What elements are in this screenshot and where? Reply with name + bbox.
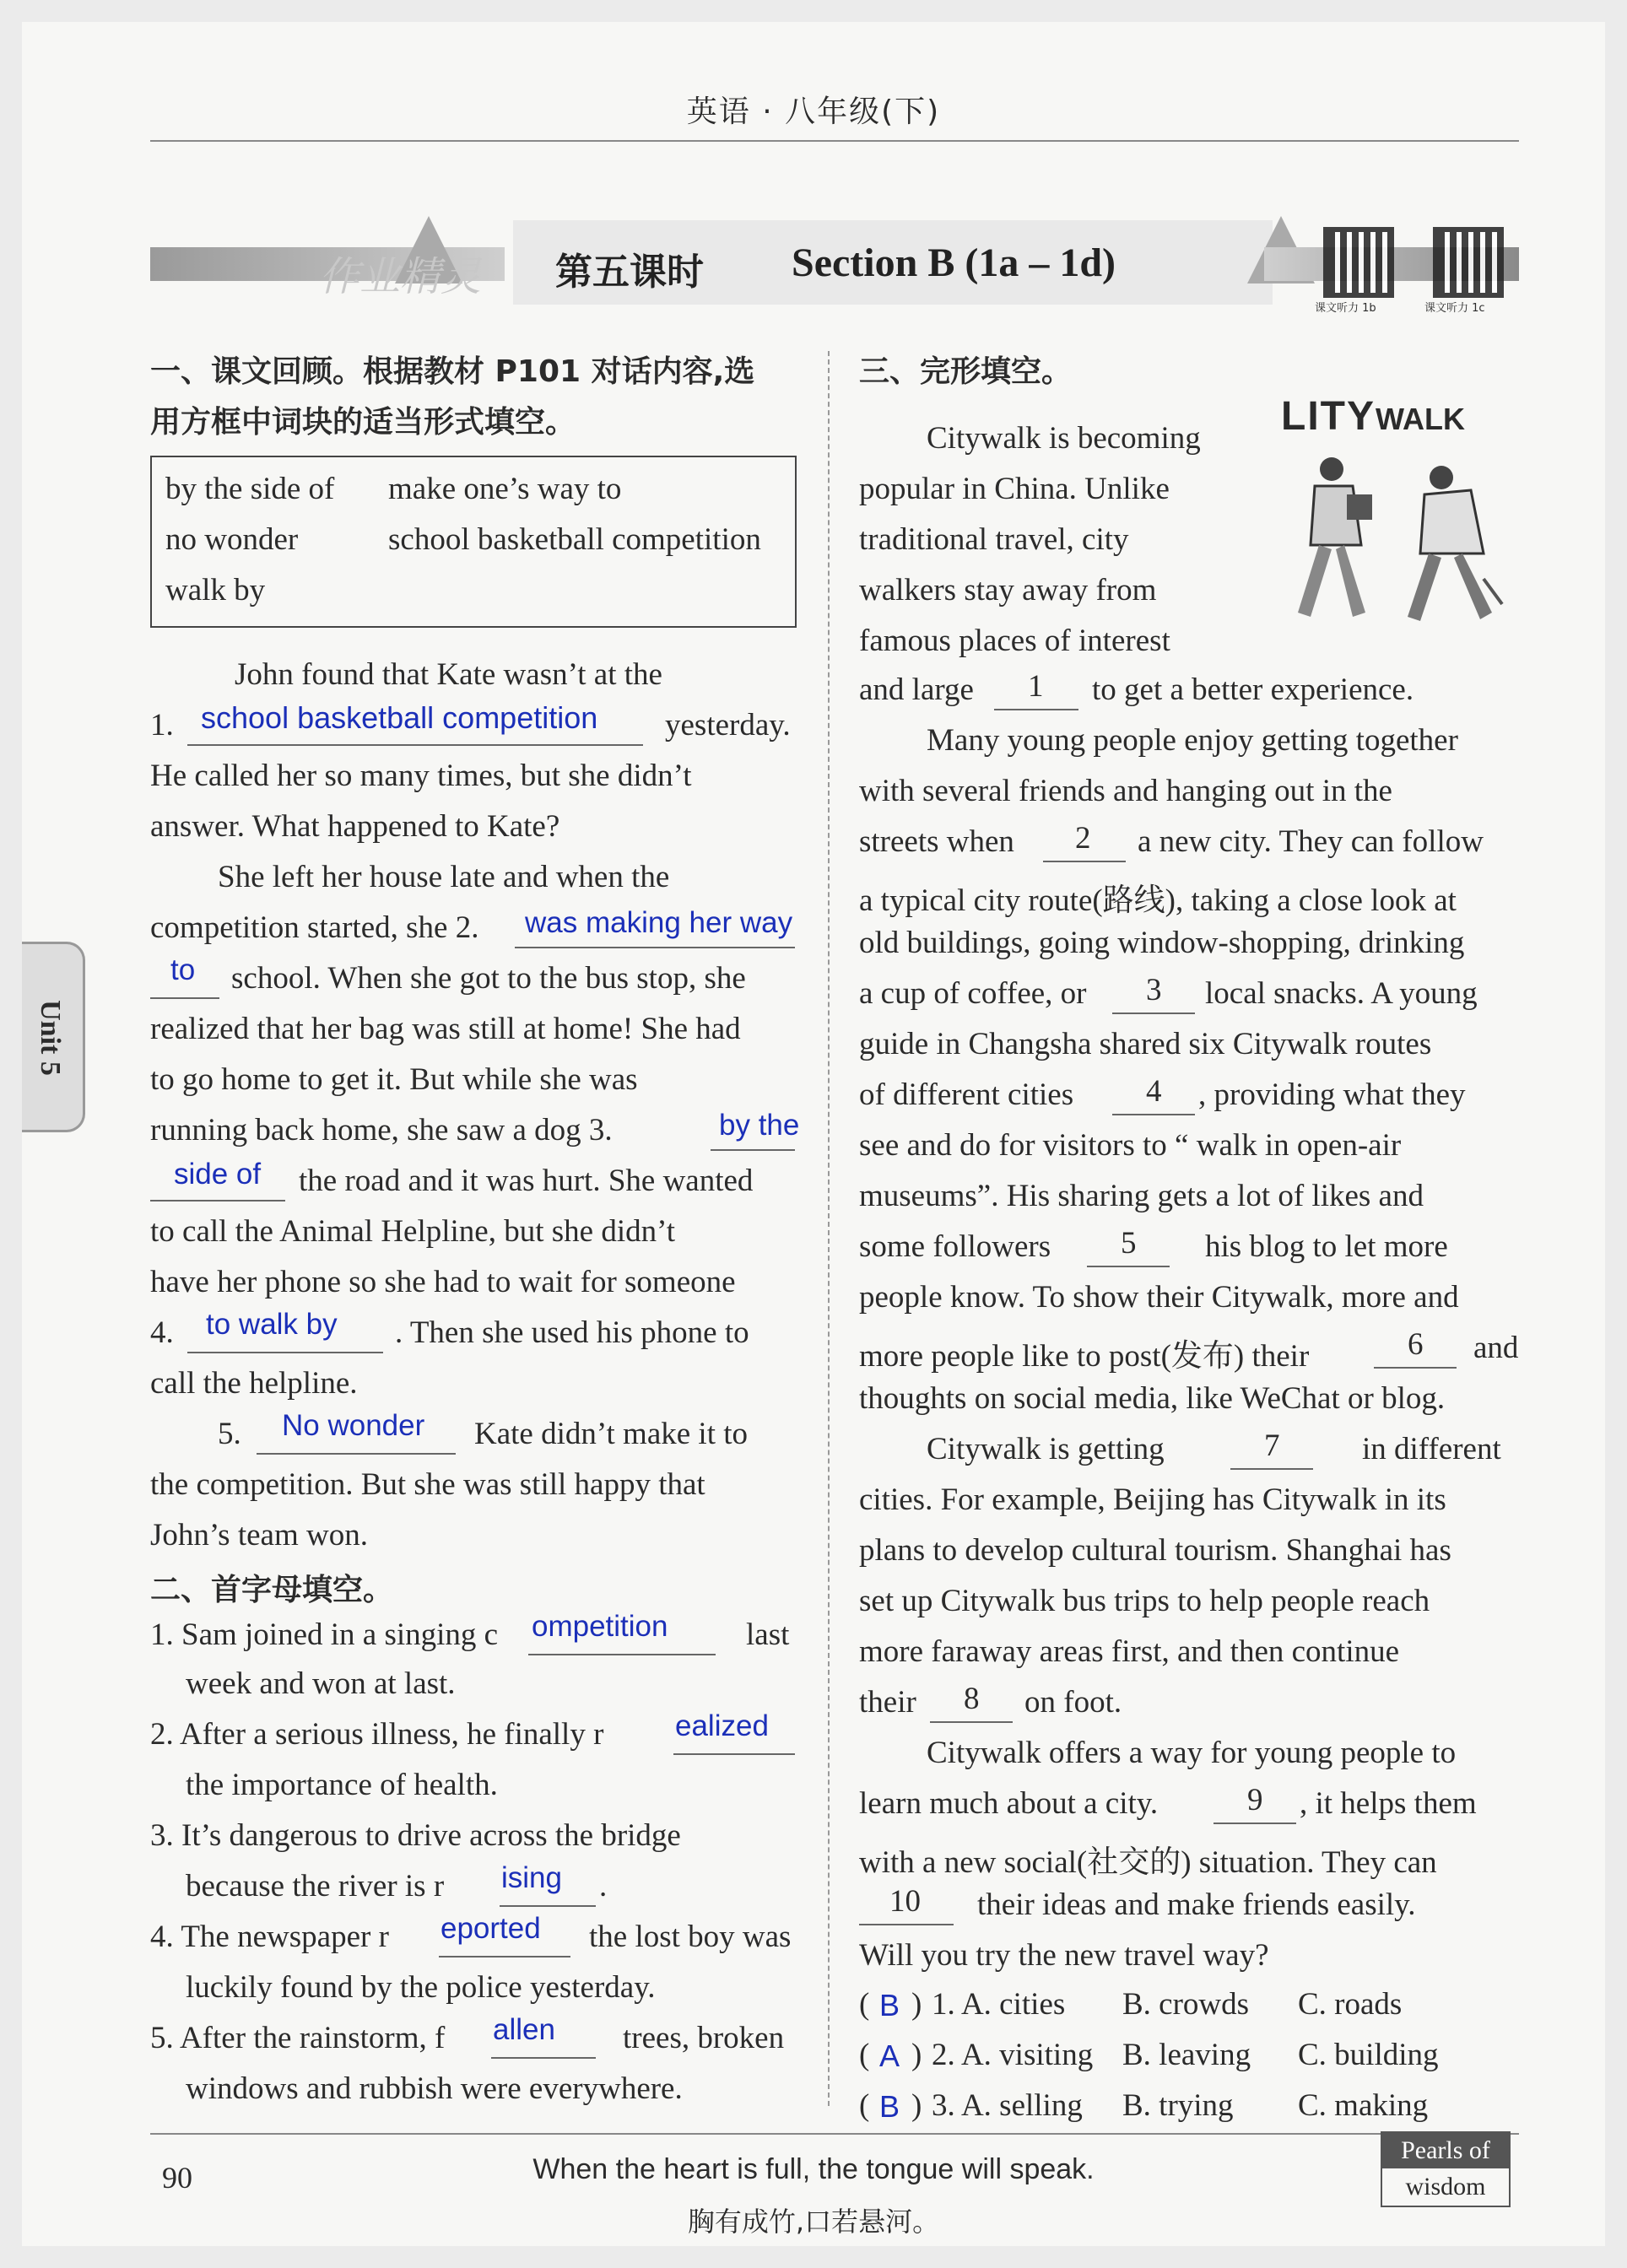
word-box-item: school basketball competition [388,522,761,557]
passage-line: John’s team won. [150,1518,368,1552]
unit-label: Unit 5 [35,1000,66,1076]
logo-part-city: LITY [1281,394,1376,439]
answer-text: to walk by [206,1308,338,1341]
citywalk-illustration [1281,393,1517,638]
mc-bracket: ( [859,2088,870,2123]
left-column [150,22,817,2216]
question-line: the importance of health. [186,1768,498,1802]
mc-question[interactable] [859,2087,1526,2138]
cloze-line: some followers [859,1229,1051,1264]
question-line: because the river is r [186,1869,445,1904]
mc-option-b: B. leaving [1122,2038,1251,2072]
mc-bracket: ) [911,2088,922,2123]
cloze-line: museums”. His sharing gets a lot of likes and [859,1179,1424,1213]
quote-cn: 胸有成竹,口若悬河。 [687,2206,940,2238]
answer-text: ising [501,1861,562,1894]
cloze-line: cities. For example, Beijing has Citywalk in its [859,1482,1446,1517]
quote-en: When the heart is full, the tongue will speak. [532,2153,1095,2185]
banner-title-cn: 第五课时 [555,251,704,294]
page-number: 90 [162,2161,192,2195]
question-line: windows and rubbish were everywhere. [186,2071,683,2106]
passage-line: Kate didn’t make it to [474,1417,749,1451]
mc-option-b: B. trying [1122,2088,1234,2123]
word-box-item: no wonder [165,522,299,557]
mc-answer: B [879,1988,900,2022]
citywalk-logo [1281,393,1465,440]
cloze-line: people know. To show their Citywalk, more and [859,1280,1459,1315]
right-column [859,22,1527,2216]
qr1-label: 课文听力 1b [1315,302,1376,315]
cloze-line: their [859,1685,916,1720]
mc-option-a: 3. A. selling [932,2088,1083,2123]
passage-line: the road and it was hurt. She wanted [299,1164,754,1198]
cloze-blank-number: 3 [1146,973,1162,1007]
passage-line: call the helpline. [150,1366,358,1401]
cloze-line: guide in Changsha shared six Citywalk routes [859,1027,1432,1061]
cloze-line: Citywalk is getting [927,1432,1165,1466]
passage-line: yesterday. [665,708,791,742]
walking-people-illustration [1281,444,1517,638]
passage-line: realized that her bag was still at home! She had [150,1012,741,1046]
cloze-line: famous places of interest [859,624,1170,658]
cloze-line: on foot. [1024,1685,1122,1720]
passage-line: answer. What happened to Kate? [150,809,560,844]
cloze-line: local snacks. A young [1205,976,1478,1011]
cloze-line: and [1473,1331,1519,1365]
banner-watermark: 作业精灵 [319,253,482,300]
word-box [150,456,797,628]
answer-text: ompetition [532,1610,668,1643]
word-box-item: walk by [165,573,266,608]
word-box-item: by the side of [165,472,335,506]
cloze-blank-number: 1 [1028,669,1044,704]
cloze-line: set up Citywalk bus trips to help people reach [859,1584,1430,1618]
page-header: 英语 · 八年级(下) [686,94,941,129]
mc-bracket: ( [859,1987,870,2022]
cloze-line: his blog to let more [1205,1229,1448,1264]
cloze-line: walkers stay away from [859,573,1157,608]
mc-option-b: B. crowds [1122,1987,1250,2022]
cloze-line: learn much about a city. [859,1786,1159,1821]
passage-line: He called her so many times, but she didn’t [150,759,692,793]
cloze-blank-number: 2 [1075,821,1091,856]
mc-option-a: 2. A. visiting [932,2038,1094,2072]
qr2-label: 课文听力 1c [1424,302,1485,315]
cloze-blank-number: 5 [1121,1226,1137,1261]
answer-text: No wonder [282,1409,425,1442]
cloze-line: of different cities [859,1077,1074,1112]
passage-line: to call the Animal Helpline, but she didn’t [150,1214,676,1249]
answer-text: was making her way [525,906,793,939]
cloze-line: in different [1362,1432,1501,1466]
cloze-blank-number: 10 [889,1884,921,1919]
section1-title: 一、课文回顾。根据教材 P101 对话内容,选 [150,354,755,389]
passage-line: school. When she got to the bus stop, she [231,961,746,996]
cloze-line: Many young people enjoy getting together [927,723,1458,758]
cloze-blank-number: 4 [1146,1074,1162,1109]
cloze-line: a new city. They can follow [1138,824,1484,859]
question-line: . [599,1869,608,1904]
passage-line: 4. [150,1315,174,1350]
passage-line: . Then she used his phone to [395,1315,749,1350]
logo-part-walk: WALK [1376,402,1465,436]
mc-answer: B [879,2089,900,2124]
passage-line: to go home to get it. But while she was [150,1062,638,1097]
cloze-line: traditional travel, city [859,522,1129,557]
cloze-line: thoughts on social media, like WeChat or blog. [859,1381,1446,1416]
passage-line: competition started, she 2. [150,910,479,945]
cloze-line: Citywalk is becoming [927,421,1201,456]
cloze-line: Will you try the new travel way? [859,1938,1269,1973]
question-line: the lost boy was [589,1920,792,1954]
question-line: week and won at last. [186,1666,456,1701]
cloze-line: their ideas and make friends easily. [977,1887,1416,1922]
cloze-line: see and do for visitors to “ walk in open-air [859,1128,1402,1163]
mc-option-c: C. building [1298,2038,1439,2072]
cloze-line: with a new social(社交的) situation. They can [859,1845,1437,1880]
cloze-line: streets when [859,824,1014,859]
cloze-line: popular in China. Unlike [859,472,1170,506]
cloze-line: a cup of coffee, or [859,976,1087,1011]
cloze-line: and large [859,672,974,707]
banner-title-en: Section B (1a – 1d) [792,240,1116,285]
cloze-line: old buildings, going window-shopping, drinking [859,926,1465,960]
mc-option-c: C. roads [1298,1987,1403,2022]
cloze-line: Citywalk offers a way for young people to [927,1736,1457,1770]
mc-bracket: ( [859,2038,870,2072]
answer-text: eported [441,1912,541,1945]
cloze-line: to get a better experience. [1092,672,1414,707]
answer-text: by the [719,1109,800,1142]
section3-title: 三、完形填空。 [859,354,1073,389]
answer-text: side of [174,1158,262,1191]
cloze-line: more people like to post(发布) their [859,1339,1310,1374]
cloze-blank-number: 8 [964,1682,980,1716]
mc-question[interactable] [859,1986,1526,2037]
question-line: last [746,1617,790,1652]
question-line: luckily found by the police yesterday. [186,1970,656,2005]
cloze-line: more faraway areas first, and then continue [859,1634,1400,1669]
section1-title-2: 用方框中词块的适当形式填空。 [150,405,576,440]
cloze-line: a typical city route(路线), taking a close look at [859,883,1457,918]
cloze-blank-number: 7 [1264,1428,1280,1463]
passage-line: 5. [218,1417,241,1451]
cloze-line: plans to develop cultural tourism. Shanghai has [859,1533,1451,1568]
footer-rule [150,2133,1519,2135]
workbook-page [22,22,1605,2246]
cloze-line: with several friends and hanging out in the [859,774,1392,808]
mc-question[interactable] [859,2037,1526,2087]
cloze-line: , it helps them [1300,1786,1477,1821]
question-line: 4. The newspaper r [150,1920,389,1954]
answer-text: school basketball competition [201,700,598,735]
mc-answer: A [879,2038,900,2073]
passage-line: the competition. But she was still happy that [150,1467,705,1502]
section2-title: 二、首字母填空。 [150,1573,394,1607]
passage-line: running back home, she saw a dog 3. [150,1113,613,1148]
question-line: trees, broken [623,2021,785,2055]
pearls-label-1: Pearls of [1382,2133,1509,2168]
pearls-of-wisdom-badge [1381,2131,1511,2207]
passage-line: 1. [150,708,174,742]
mc-option-c: C. making [1298,2088,1429,2123]
word-box-item: make one’s way to [388,472,622,506]
answer-text: ealized [675,1709,769,1742]
unit-side-tab [22,942,85,1132]
cloze-blank-number: 6 [1408,1327,1424,1362]
question-line: 2. After a serious illness, he finally r [150,1717,604,1752]
passage-line: John found that Kate wasn’t at the [235,657,662,692]
mc-bracket: ) [911,1987,922,2022]
passage-line: have her phone so she had to wait for someone [150,1265,736,1299]
answer-text: to [170,953,196,986]
column-divider [828,351,830,2106]
pearls-label-2: wisdom [1405,2173,1486,2200]
passage-line: She left her house late and when the [218,860,670,894]
question-line: 5. After the rainstorm, f [150,2021,446,2055]
question-line: 1. Sam joined in a singing c [150,1617,499,1652]
mc-bracket: ) [911,2038,922,2072]
cloze-line: , providing what they [1198,1077,1466,1112]
answer-text: allen [493,2013,555,2046]
mc-option-a: 1. A. cities [932,1987,1066,2022]
cloze-blank-number: 9 [1247,1783,1263,1817]
question-line: 3. It’s dangerous to drive across the bridge [150,1818,681,1853]
